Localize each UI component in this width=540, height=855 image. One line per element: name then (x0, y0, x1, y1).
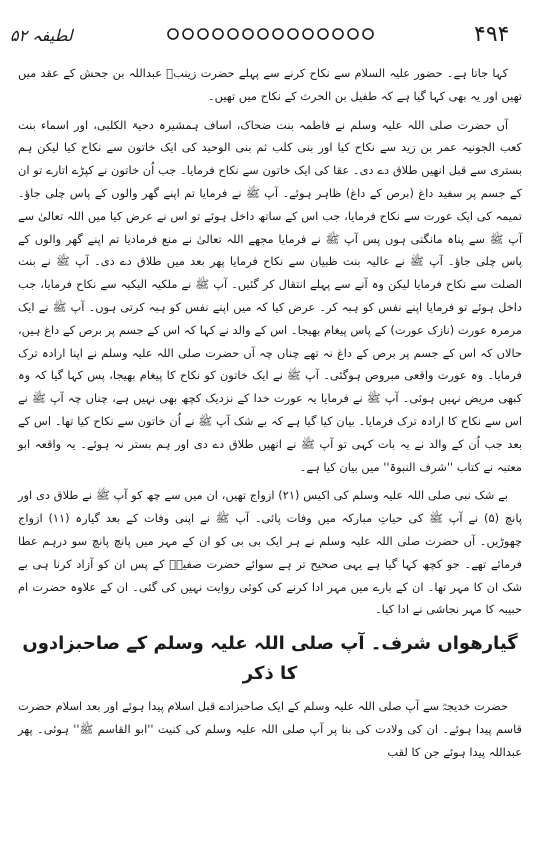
running-head: لطیفہ ۵۲ (10, 26, 73, 45)
ornament-chain (165, 26, 375, 42)
paragraph: آں حضرت صلی اللہ علیہ وسلم نے فاطمہ بنت ضحاک، اساف ہمشیرہ دحیۃ الکلبی، اور اسماء بنت کعب الجونیہ عمر بن زید سے نکاح کیا اور بنی کلب ثم بنی الوحید کی ایک خاتون سے نکاح کیا لیکن ہم بستری سے قبل انھیں طلاق دے دی۔ عقا کی ایک خاتون سے نکاح فرمایا۔ جب اُن خاتون نے کپڑے اتارے تو ان کے جسم پر سفید داغ (برص کے داغ) ظاہر ہوئے۔ آپ ﷺ نے فرمایا تم اپنے گھر والوں کے پاس چلی جاؤ۔ تمیمہ کی ایک عورت سے نکاح فرمایا، جب اس کے ساتھ داخل ہوئے تو اس نے عرض کیا میں اللہ تعالیٰ سے آپ ﷺ سے پناہ مانگتی ہوں پس آپ ﷺ نے فرمایا مجھے اللہ تعالیٰ نے منع فرمادیا تم اپنے گھر والوں کے پاس چلی جاؤ۔ آپ ﷺ نے عالیہ بنت ظبیان سے نکاح فرمایا پھر بعد میں طلاق دے دی۔ آپ ﷺ نے بنت الصلت سے نکاح فرمایا لیکن وہ آنے سے پہلے انتقال کر گئیں۔ آپ ﷺ نے ملکیہ الیکیہ سے نکاح فرمایا، جب داخل ہوئے تو فرمایا اپنے نفس کو ہبہ کر۔ عرض کیا کہ میں اپنے نفس کو ہبہ کرتی ہوں۔ آپ ﷺ نے ایک مرمرہ عورت (نازک عورت) کے پاس پیغام بھیجا۔ اس کے والد نے کہا کہ اس کے جسم پر برص کے داغ ہیں، حالاں کہ اس کے جسم پر برص کے داغ نہ تھے چناں چہ آں حضرت صلی اللہ علیہ وسلم نے اپنا ارادہ ترک فرمایا۔ وہ عورت واقعی مبروص ہوگئی۔ آپ ﷺ نے ایک خاتون کو نکاح کا پیغام بھیجا، پس کہا گیا کہ وہ کبھی مریض نہیں ہوئی۔ آپ ﷺ نے فرمایا یہ عورت خدا کے نزدیک کچھ بھی نہیں ہے، چناں چہ آپ ﷺ نے اس سے نکاح کا ارادہ ترک فرمایا۔ بیان کیا گیا ہے کہ بے شک آپ ﷺ نے اُن خاتون سے نکاح کیا تھا۔ اس کے بعد جب اُن کے والد نے یہ بات کہی تو آپ ﷺ نے انھیں طلاق دے دی اور ہم بستر نہ ہوئے۔ یہ واقعہ ابو معتبہ نے کتاب ''شرف النبوۃ'' میں بیان کیا ہے۔ (18, 117, 522, 474)
page-number: ۴۹۴ (474, 22, 510, 47)
page-body (18, 62, 522, 770)
paragraph: بے شک نبی صلی اللہ علیہ وسلم کی اکیس (۲۱) ازواج تھیں، ان میں سے چھ کو آپ ﷺ نے طلاق دی اور پانچ (۵) نے آپ ﷺ کی حیاتِ مبارکہ میں وفات پائی۔ آپ ﷺ نے اپنی وفات کے بعد گیارہ (۱۱) ازواج چھوڑیں۔ آں حضرت صلی اللہ علیہ وسلم نے ہر ایک بی بی کو ان کے مہر میں پانچ پانچ سو درہم عطا فرمائے تھے۔ جو کچھ کہا گیا ہے یہی صحیح تر ہے سوائے حضرت صفیہؓ کے پس ان کو آزاد کرنا ہی بے شک ان کا مہر تھا۔ ان کے بارے میں مہر ادا کرنے کی کوئی روایت نہیں کی گئی۔ ان کے علاوہ حضرت ام حبیبہ کا مہر نجاشی نے ادا کیا۔ (18, 488, 522, 617)
section-heading: گیارھواں شرف۔ آپ صلی اللہ علیہ وسلم کے صاحبزادوں کا ذکر (22, 633, 518, 685)
paragraph: کہا جاتا ہے۔ حضور علیہ السلام سے نکاح کرنے سے پہلے حضرت زینبؓ عبداللہ بن جحش کے عقد میں تھیں اور یہ بھی کہا گیا ہے کہ طفیل بن الحرث کے نکاح میں تھیں۔ (18, 66, 522, 103)
page-header (0, 14, 540, 54)
paragraph: حضرت خدیجہؓ سے آپ صلی اللہ علیہ وسلم کے ایک صاحبزادے قبل اسلام پیدا ہوئے اور بعد اسلام حضرت قاسم پیدا ہوئے۔ ان کی ولادت کی بنا پر آپ صلی اللہ علیہ وسلم کی کنیت ''ابو القاسم ﷺ'' ہوئی۔ پھر عبداللہ پیدا ہوئے جن کا لقب (18, 699, 522, 759)
